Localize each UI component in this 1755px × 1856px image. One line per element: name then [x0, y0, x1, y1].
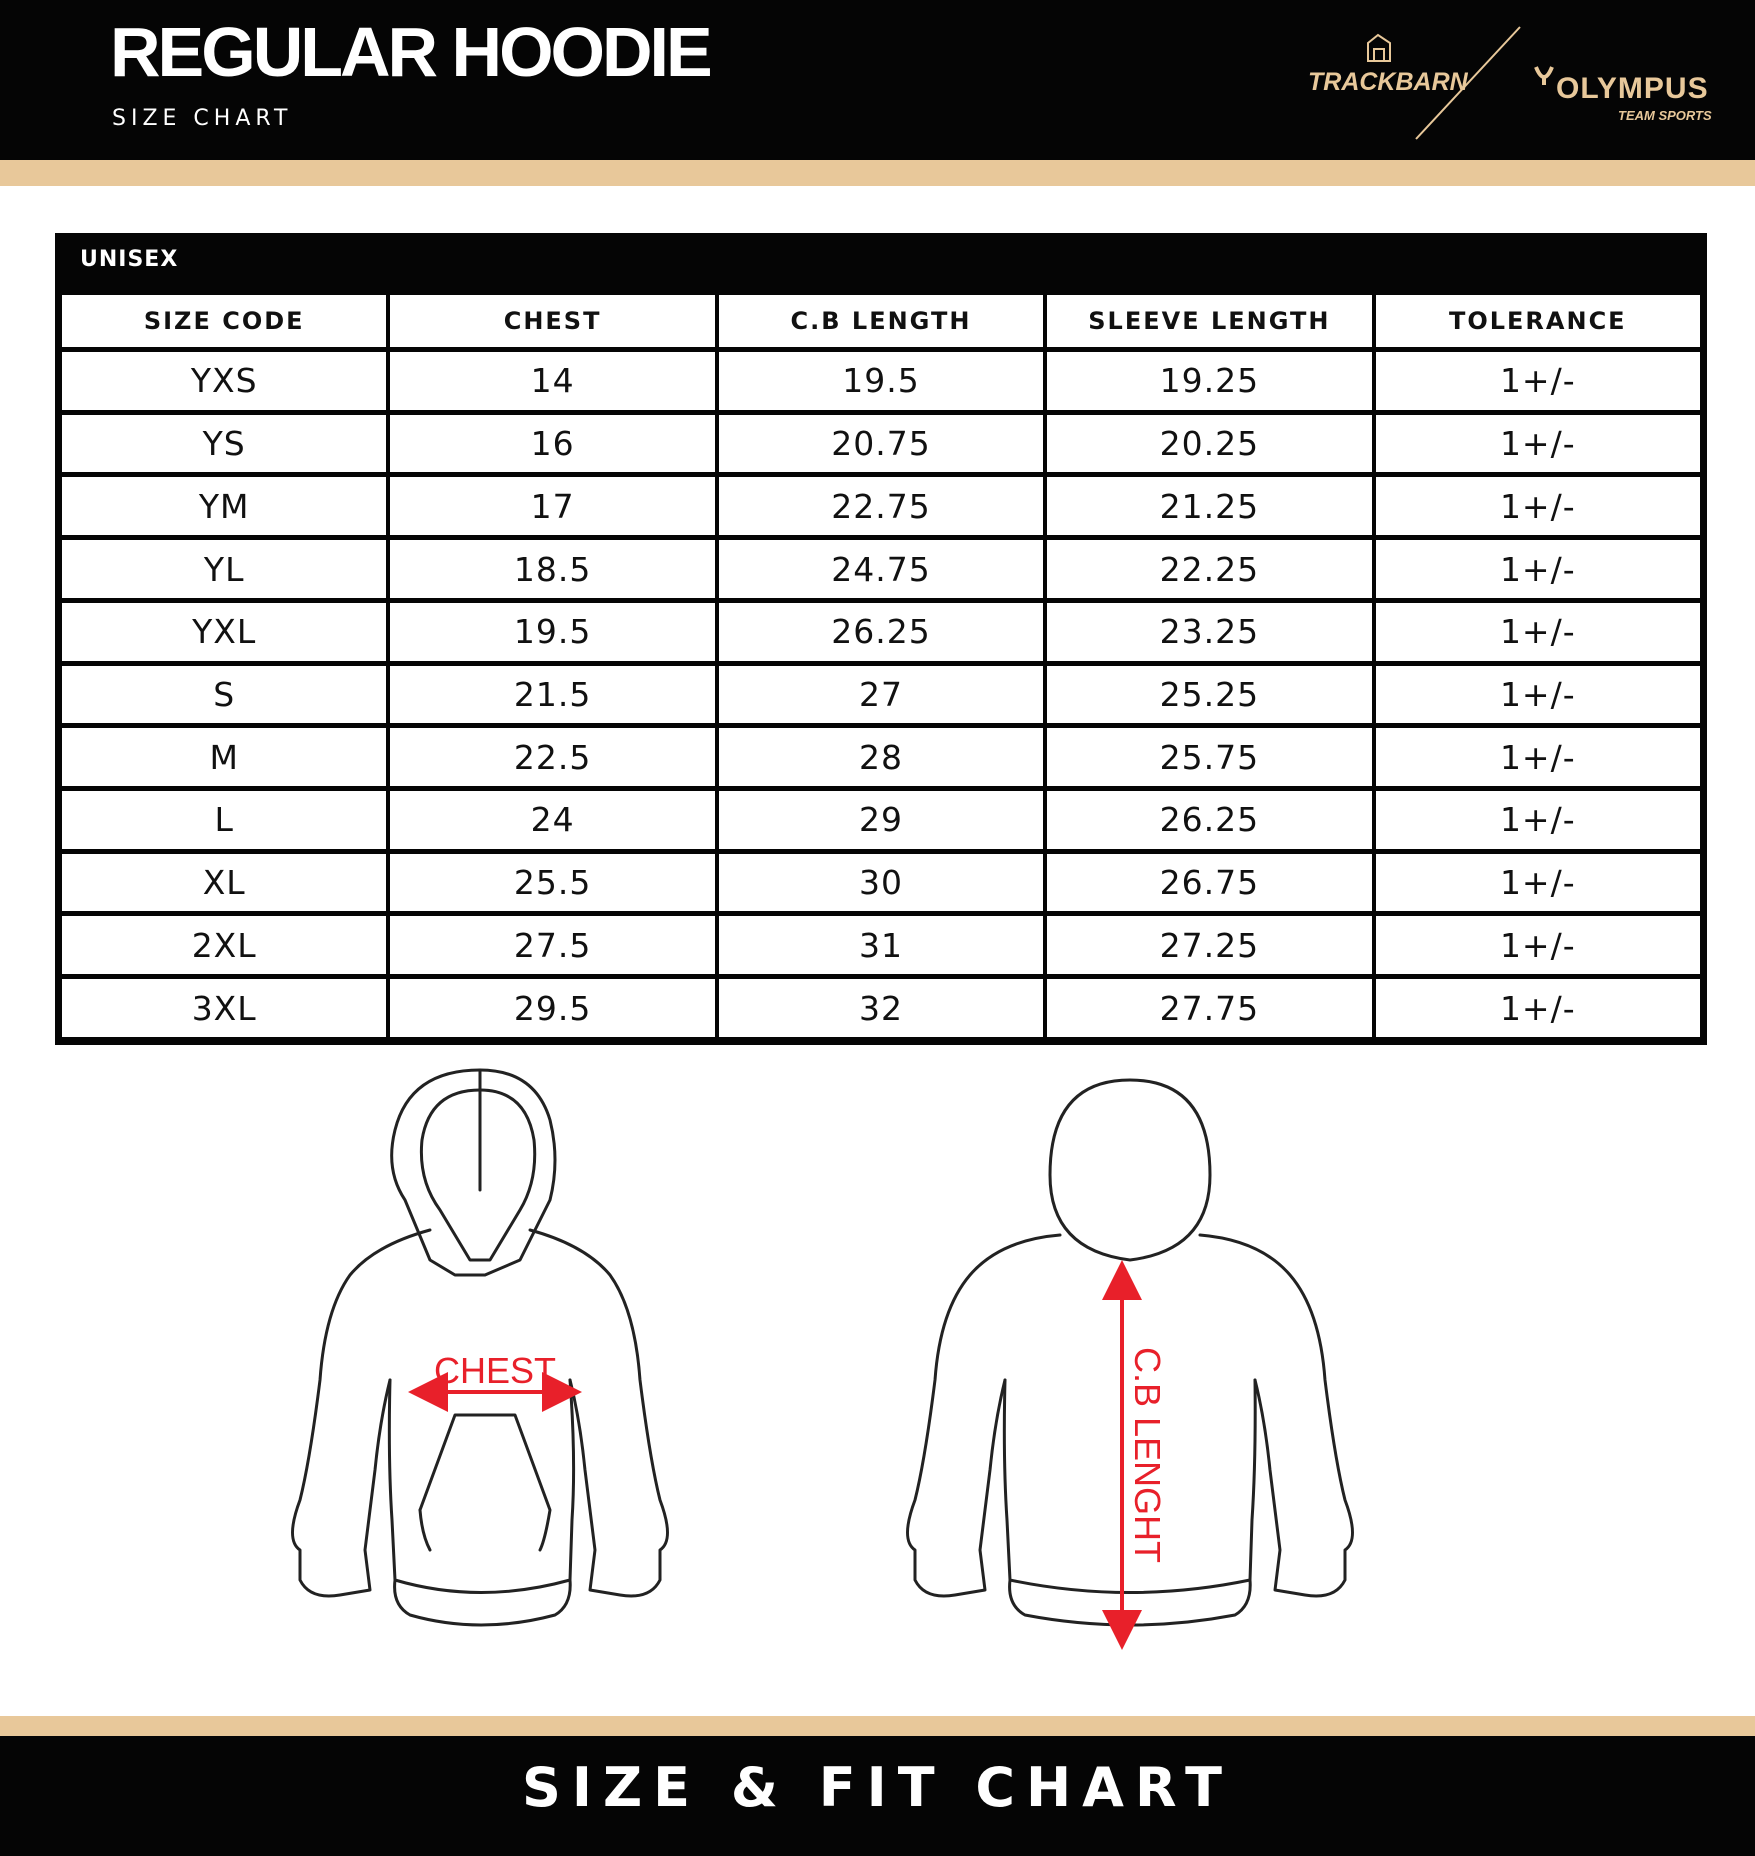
sleeve-length-cell: 20.25 — [1047, 415, 1371, 473]
size-grid — [58, 290, 1704, 1042]
cb-length-cell: 32 — [719, 979, 1043, 1037]
chest-cell: 19.5 — [390, 603, 714, 661]
size-code-cell: 3XL — [62, 979, 386, 1037]
table-row — [62, 603, 1700, 661]
tolerance-cell: 1+/- — [1376, 854, 1700, 912]
chest-label: CHEST — [433, 1350, 557, 1391]
tolerance-cell: 1+/- — [1376, 352, 1700, 410]
table-row — [62, 916, 1700, 974]
cb-length-cell: 20.75 — [719, 415, 1043, 473]
table-row — [62, 540, 1700, 598]
chest-cell: 27.5 — [390, 916, 714, 974]
sleeve-length-cell: 26.25 — [1047, 791, 1371, 849]
size-code-cell: YL — [62, 540, 386, 598]
tolerance-cell: 1+/- — [1376, 728, 1700, 786]
table-row — [62, 791, 1700, 849]
chest-cell: 22.5 — [390, 728, 714, 786]
tolerance-cell: 1+/- — [1376, 666, 1700, 724]
cb-length-cell: 28 — [719, 728, 1043, 786]
chest-cell: 21.5 — [390, 666, 714, 724]
table-row — [62, 477, 1700, 535]
chest-cell: 17 — [390, 477, 714, 535]
page-title: REGULAR HOODIE — [110, 13, 710, 91]
tolerance-cell: 1+/- — [1376, 979, 1700, 1037]
table-header-row — [62, 295, 1700, 347]
sleeve-length-cell: 19.25 — [1047, 352, 1371, 410]
chest-cell: 25.5 — [390, 854, 714, 912]
sleeve-length-cell: 27.75 — [1047, 979, 1371, 1037]
column-header: CHEST — [390, 295, 714, 347]
tolerance-cell: 1+/- — [1376, 916, 1700, 974]
table-row — [62, 666, 1700, 724]
header-bar — [0, 0, 1755, 160]
cb-length-cell: 24.75 — [719, 540, 1043, 598]
footer-accent-stripe — [0, 1716, 1755, 1736]
size-code-cell: YXL — [62, 603, 386, 661]
chest-cell: 29.5 — [390, 979, 714, 1037]
column-header: SLEEVE LENGTH — [1047, 295, 1371, 347]
size-code-cell: YS — [62, 415, 386, 473]
table-row — [62, 415, 1700, 473]
tolerance-cell: 1+/- — [1376, 540, 1700, 598]
cb-length-cell: 27 — [719, 666, 1043, 724]
column-header: C.B LENGTH — [719, 295, 1043, 347]
trackbarn-logo-icon — [1368, 35, 1390, 61]
tolerance-cell: 1+/- — [1376, 603, 1700, 661]
trackbarn-brand: TRACKBARN — [1308, 68, 1468, 96]
chest-cell: 18.5 — [390, 540, 714, 598]
olympus-brand: OLYMPUS — [1556, 72, 1709, 105]
chest-cell: 16 — [390, 415, 714, 473]
olympus-brand-subtitle: TEAM SPORTS — [1618, 108, 1712, 123]
size-code-cell: 2XL — [62, 916, 386, 974]
olympus-logo-icon — [1536, 67, 1552, 85]
sleeve-length-cell: 26.75 — [1047, 854, 1371, 912]
size-code-cell: YXS — [62, 352, 386, 410]
table-row — [62, 979, 1700, 1037]
cb-length-label: C.B LENGHT — [1127, 1346, 1168, 1564]
footer-title: SIZE & FIT CHART — [522, 1756, 1233, 1819]
tolerance-cell: 1+/- — [1376, 477, 1700, 535]
cb-length-cell: 29 — [719, 791, 1043, 849]
size-code-cell: M — [62, 728, 386, 786]
cb-length-cell: 19.5 — [719, 352, 1043, 410]
column-header: TOLERANCE — [1376, 295, 1700, 347]
cb-length-cell: 31 — [719, 916, 1043, 974]
sleeve-length-cell: 25.25 — [1047, 666, 1371, 724]
sleeve-length-cell: 22.25 — [1047, 540, 1371, 598]
size-table — [55, 233, 1707, 1045]
footer-bar — [0, 1736, 1755, 1856]
tolerance-cell: 1+/- — [1376, 415, 1700, 473]
chest-cell: 24 — [390, 791, 714, 849]
cb-length-cell: 30 — [719, 854, 1043, 912]
sleeve-length-cell: 23.25 — [1047, 603, 1371, 661]
table-row — [62, 728, 1700, 786]
sleeve-length-cell: 25.75 — [1047, 728, 1371, 786]
cb-length-cell: 22.75 — [719, 477, 1043, 535]
size-code-cell: L — [62, 791, 386, 849]
cb-length-cell: 26.25 — [719, 603, 1043, 661]
chest-cell: 14 — [390, 352, 714, 410]
table-row — [62, 352, 1700, 410]
table-group-label: UNISEX — [80, 247, 179, 272]
table-row — [62, 854, 1700, 912]
hoodie-illustration — [280, 1060, 1480, 1660]
size-code-cell: S — [62, 666, 386, 724]
column-header: SIZE CODE — [62, 295, 386, 347]
size-code-cell: YM — [62, 477, 386, 535]
tolerance-cell: 1+/- — [1376, 791, 1700, 849]
front-hoodie-icon — [293, 1070, 668, 1625]
page-subtitle: SIZE CHART — [112, 106, 293, 131]
sleeve-length-cell: 27.25 — [1047, 916, 1371, 974]
size-code-cell: XL — [62, 854, 386, 912]
sleeve-length-cell: 21.25 — [1047, 477, 1371, 535]
header-accent-stripe — [0, 160, 1755, 186]
